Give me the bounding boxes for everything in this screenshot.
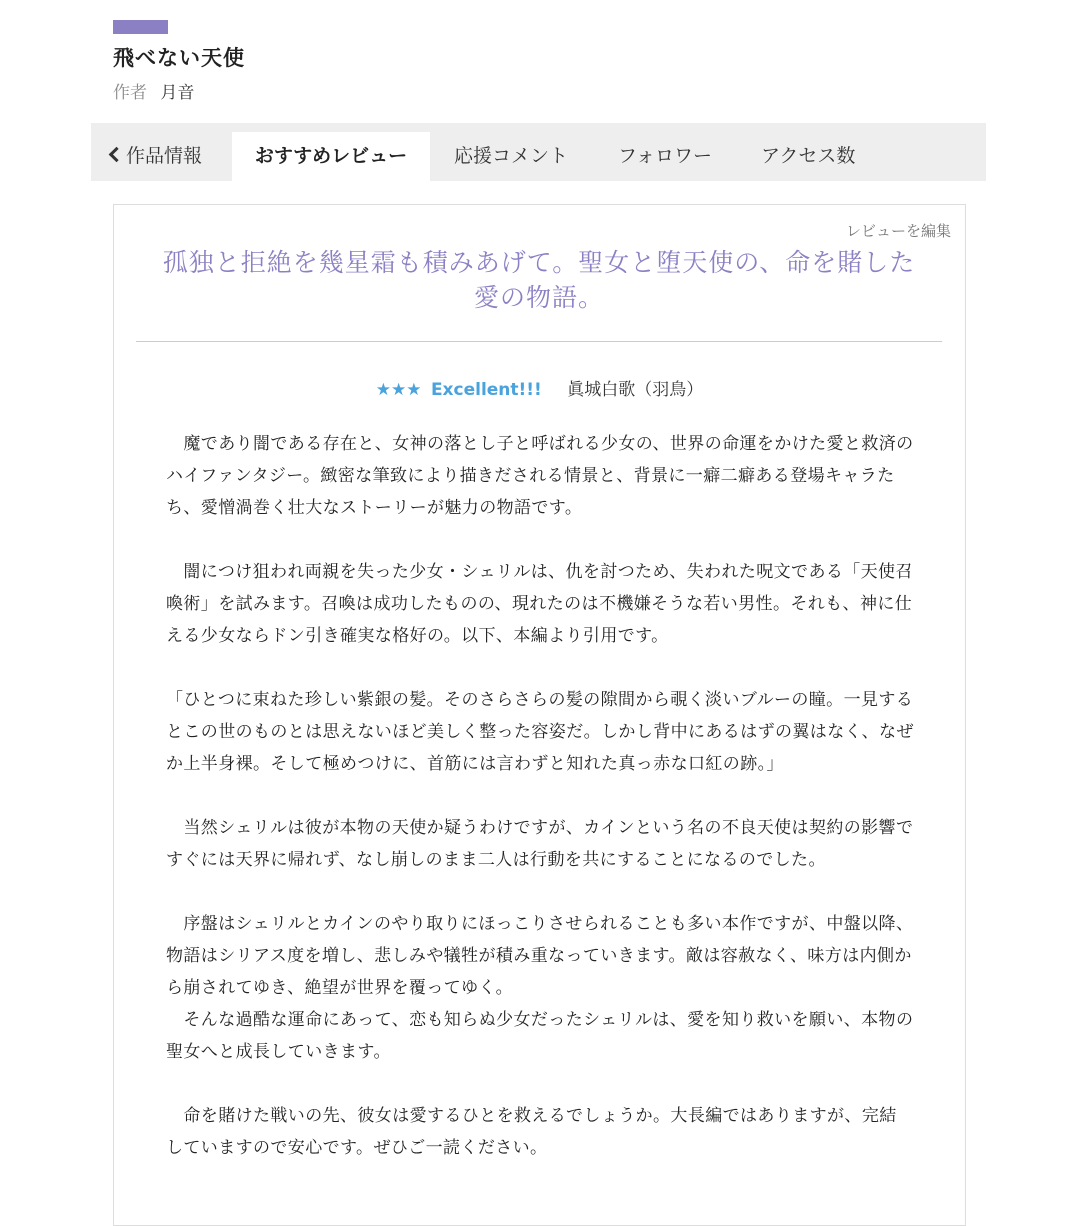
review-paragraph: 序盤はシェリルとカインのやり取りにほっこりさせられることも多い本作ですが、中盤以降、物語はシリアス度を増し、悲しみや犠牲が積み重なっていきます。敵は容赦なく、味方は内側から崩されてゆき、絶望が世界を覆ってゆく。	[166, 914, 914, 998]
review-paragraph: 「ひとつに束ねた珍しい紫銀の髪。そのさらさらの髪の隙間から覗く淡いブルーの瞳。一見するとこの世のものとは思えないほど美しく整った容姿だ。しかし背中にあるはずの翼はなく、なぜか上半身裸。そして極めつけに、首筋には言わずと知れた真っ赤な口紅の跡。」	[166, 690, 914, 774]
rating-line	[114, 375, 965, 400]
review-paragraph: 闇につけ狙われ両親を失った少女・シェリルは、仇を討つため、失われた呪文である「天使召喚術」を試みます。召喚は成功したものの、現れたのは不機嫌そうな若い男性。それも、神に仕える少女ならドン引き確実な格好の。以下、本編より引用です。	[166, 562, 913, 646]
author-label: 作者	[113, 83, 147, 103]
tab-work-info[interactable]	[111, 132, 202, 181]
chevron-left-icon	[109, 147, 125, 163]
author-name[interactable]: 月音	[160, 83, 195, 103]
review-paragraph: 当然シェリルは彼が本物の天使か疑うわけですが、カインという名の不良天使は契約の影響ですぐには天界に帰れず、なし崩しのまま二人は行動を共にすることになるのでした。	[166, 818, 914, 870]
review-divider	[136, 341, 942, 342]
author-line	[113, 78, 194, 103]
work-title[interactable]: 飛べない天使	[113, 46, 245, 70]
review-paragraph: 魔であり闇である存在と、女神の落とし子と呼ばれる少女の、世界の命運をかけた愛と救済のハイファンタジー。緻密な筆致により描きだされる情景と、背景に一癖二癖ある登場キャラたち、愛憎渦巻く壮大なストーリーが魅力の物語です。	[166, 434, 914, 518]
tab-recommended-reviews[interactable]: おすすめレビュー	[232, 132, 430, 181]
review-body	[166, 428, 914, 1196]
tab-cheer-comments[interactable]: 応援コメント	[454, 145, 569, 167]
tab-bar	[91, 123, 986, 181]
tab-followers[interactable]: フォロワー	[618, 145, 713, 167]
star-rating-icon: ★★★	[375, 380, 422, 400]
work-accent-bar	[113, 20, 168, 34]
tab-work-info-label: 作品情報	[126, 145, 203, 167]
review-paragraph: そんな過酷な運命にあって、恋も知らぬ少女だったシェリルは、愛を知り救いを願い、本物の聖女へと成長していきます。	[166, 1010, 914, 1062]
tab-access-count[interactable]: アクセス数	[761, 145, 856, 167]
review-paragraph: 命を賭けた戦いの先、彼女は愛するひとを救えるでしょうか。大長編ではありますが、完結していますので安心です。ぜひご一読ください。	[166, 1106, 897, 1158]
review-heading: 孤独と拒絶を幾星霜も積みあげて。聖女と堕天使の、命を賭した愛の物語。	[162, 248, 916, 312]
rating-label: Excellent!!!	[430, 380, 542, 400]
review-panel	[113, 204, 966, 1226]
reviewer-name[interactable]: 眞城白歌（羽鳥）	[567, 380, 704, 400]
edit-review-link[interactable]: レビューを編集	[845, 222, 951, 240]
